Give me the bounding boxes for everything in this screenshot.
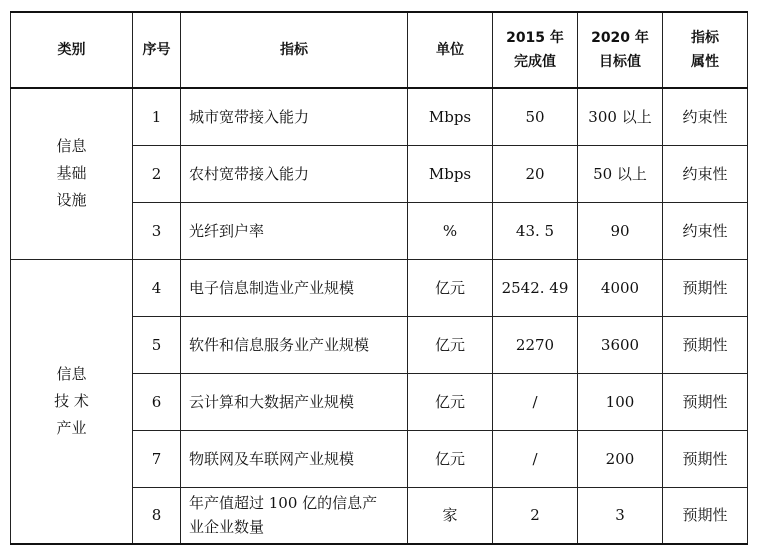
cell-indicator: 农村宽带接入能力 bbox=[181, 145, 408, 202]
cell-indicator: 城市宽带接入能力 bbox=[181, 88, 408, 145]
cell-indicator-line: 年产值超过 100 亿的信息产 bbox=[189, 494, 378, 513]
cell-attr: 约束性 bbox=[663, 88, 748, 145]
cell-unit: 家 bbox=[408, 487, 493, 544]
cell-unit: % bbox=[408, 202, 493, 259]
header-category: 类别 bbox=[11, 12, 133, 88]
cell-seq: 6 bbox=[133, 373, 181, 430]
cell-seq: 1 bbox=[133, 88, 181, 145]
cell-attr: 预期性 bbox=[663, 316, 748, 373]
category-line: 设施 bbox=[56, 191, 87, 210]
cell-attr: 预期性 bbox=[663, 430, 748, 487]
cell-attr: 约束性 bbox=[663, 202, 748, 259]
category-line: 基础 bbox=[56, 164, 87, 183]
cell-2020: 200 bbox=[578, 430, 663, 487]
header-seq: 序号 bbox=[133, 12, 181, 88]
cell-seq: 3 bbox=[133, 202, 181, 259]
cell-2020: 4000 bbox=[578, 259, 663, 316]
category-line: 技 术 bbox=[54, 391, 89, 410]
cell-seq: 2 bbox=[133, 145, 181, 202]
cell-unit: Mbps bbox=[408, 88, 493, 145]
header-attr-line2: 属性 bbox=[691, 54, 719, 70]
header-unit: 单位 bbox=[408, 12, 493, 88]
cell-seq: 5 bbox=[133, 316, 181, 373]
cell-2020: 100 bbox=[578, 373, 663, 430]
cell-unit: 亿元 bbox=[408, 259, 493, 316]
cell-unit: 亿元 bbox=[408, 430, 493, 487]
table-row bbox=[11, 259, 748, 316]
header-indicator: 指标 bbox=[181, 12, 408, 88]
cell-attr: 预期性 bbox=[663, 373, 748, 430]
cell-indicator: 电子信息制造业产业规模 bbox=[181, 259, 408, 316]
cell-2015: / bbox=[493, 430, 578, 487]
cell-unit: 亿元 bbox=[408, 373, 493, 430]
header-2015-label: 完成值 bbox=[514, 54, 556, 70]
category-industry bbox=[11, 259, 133, 544]
cell-2015: 50 bbox=[493, 88, 578, 145]
cell-indicator: 云计算和大数据产业规模 bbox=[181, 373, 408, 430]
header-attr-line1: 指标 bbox=[691, 30, 719, 46]
cell-2015: 20 bbox=[493, 145, 578, 202]
cell-attr: 约束性 bbox=[663, 145, 748, 202]
cell-2020: 50 以上 bbox=[578, 145, 663, 202]
header-2020-label: 目标值 bbox=[599, 54, 641, 70]
category-line: 信息 bbox=[56, 137, 87, 156]
cell-2015: 43. 5 bbox=[493, 202, 578, 259]
category-line: 产业 bbox=[56, 418, 87, 437]
cell-2020: 3600 bbox=[578, 316, 663, 373]
header-2015-year: 2015 年 bbox=[506, 30, 564, 46]
cell-attr: 预期性 bbox=[663, 259, 748, 316]
cell-2015: 2 bbox=[493, 487, 578, 544]
category-infrastructure bbox=[11, 88, 133, 259]
cell-indicator: 软件和信息服务业产业规模 bbox=[181, 316, 408, 373]
cell-2020: 3 bbox=[578, 487, 663, 544]
cell-attr: 预期性 bbox=[663, 487, 748, 544]
cell-2015: 2270 bbox=[493, 316, 578, 373]
cell-2015: / bbox=[493, 373, 578, 430]
cell-indicator: 物联网及车联网产业规模 bbox=[181, 430, 408, 487]
cell-indicator bbox=[181, 487, 408, 544]
indicator-table bbox=[10, 11, 748, 545]
cell-seq: 7 bbox=[133, 430, 181, 487]
cell-indicator: 光纤到户率 bbox=[181, 202, 408, 259]
cell-unit: Mbps bbox=[408, 145, 493, 202]
cell-2015: 2542. 49 bbox=[493, 259, 578, 316]
cell-2020: 90 bbox=[578, 202, 663, 259]
category-line: 信息 bbox=[56, 364, 87, 383]
cell-seq: 8 bbox=[133, 487, 181, 544]
cell-seq: 4 bbox=[133, 259, 181, 316]
header-2020-year: 2020 年 bbox=[591, 30, 649, 46]
header-2015 bbox=[493, 12, 578, 88]
header-row bbox=[11, 12, 748, 88]
header-attr bbox=[663, 12, 748, 88]
cell-unit: 亿元 bbox=[408, 316, 493, 373]
cell-indicator-line: 业企业数量 bbox=[189, 518, 265, 537]
table-row bbox=[11, 88, 748, 145]
header-2020 bbox=[578, 12, 663, 88]
cell-2020: 300 以上 bbox=[578, 88, 663, 145]
